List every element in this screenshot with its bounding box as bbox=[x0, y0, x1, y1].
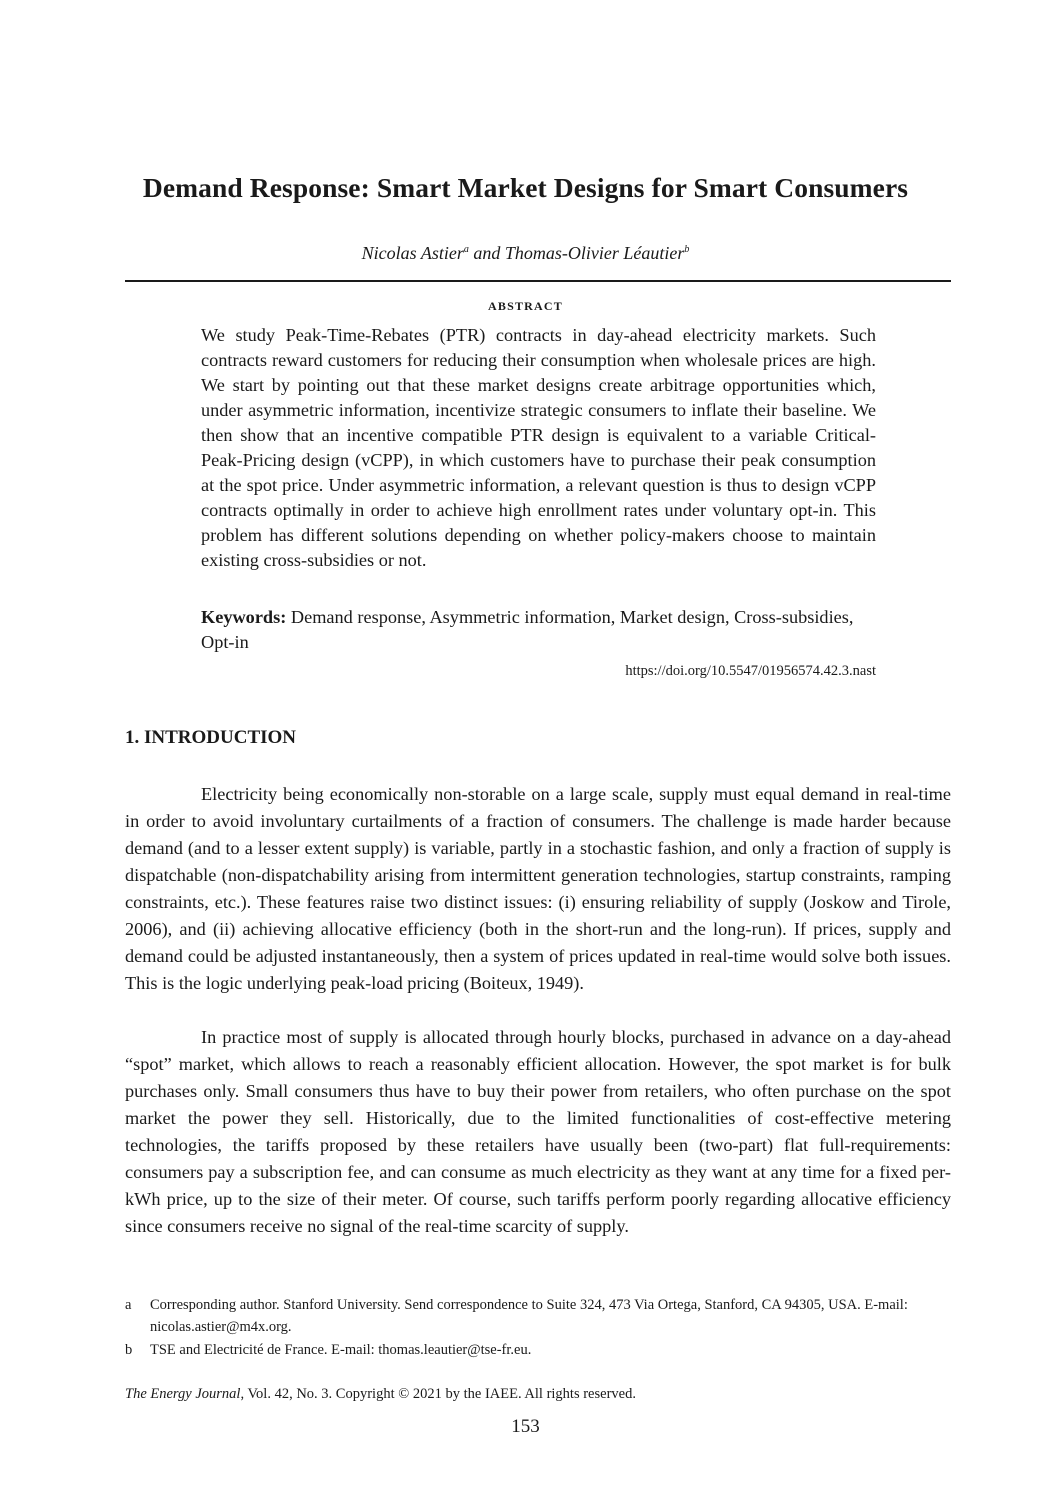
paragraph-text: In practice most of supply is allocated through hourly blocks, purchased in advance on a day-ahead “spot” market, which allows to reach a reasonably efficient allocation. However, the spot market is for bulk purchases only. Small consumers thus have to buy their power from retailers, who often purchase on the spot market the power they sell. Historically, due to the limited functionalities of cost-effective metering technologies, the tariffs proposed by these retailers have usually been (two-part) flat full-requirements: consumers pay a subscription fee, and can consume as much electricity as they want at any time for a fixed per-kWh price, up to the size of their meter. Of course, such tariffs perform poorly regarding allocative efficiency since consumers receive no signal of the real-time scarcity of supply. bbox=[125, 1027, 951, 1236]
body-paragraph bbox=[125, 781, 951, 997]
footnote-mark: a bbox=[125, 1297, 132, 1313]
paragraph-text: Electricity being economically non-storable on a large scale, supply must equal demand in real-time in order to avoid involuntary curtailments of a fraction of consumers. The challenge is made harder because demand (and to a lesser extent supply) is variable, partly in a stochastic fashion, and only a fraction of supply is dispatchable (non-dispatchability arising from intermittent generation technologies, startup constraints, ramping constraints, etc.). These features raise two distinct issues: (i) ensuring reliability of supply (Joskow and Tirole, 2006), and (ii) achieving allocative efficiency (both in the short-run and the long-run). If prices, supply and demand could be adjusted instantaneously, then a system of prices updated in real-time would solve both issues. This is the logic underlying peak-load pricing (Boiteux, 1949). bbox=[125, 784, 951, 993]
keywords-label: Keywords: bbox=[201, 607, 287, 627]
author-line bbox=[0, 243, 1051, 264]
doi-link[interactable]: https://doi.org/10.5547/01956574.42.3.nast bbox=[625, 663, 876, 679]
affiliation-mark: b bbox=[684, 244, 690, 255]
author-conjunction: and bbox=[468, 243, 505, 263]
keywords bbox=[201, 605, 876, 655]
footnote-text: TSE and Electricité de France. E-mail: thomas.leautier@tse-fr.eu. bbox=[150, 1342, 532, 1358]
abstract-text: We study Peak-Time-Rebates (PTR) contracts in day-ahead electricity markets. Such contracts reward customers for reducing their consumption when wholesale prices are high. We start by pointing out that these market designs create arbitrage opportunities which, under asymmetric information, incentivize strategic consumers to inflate their baseline. We then show that an incentive compatible PTR design is equivalent to a variable Critical-Peak-Pricing design (vCPP), in which customers have to purchase their peak consumption at the spot price. Under asymmetric information, a relevant question is thus to design vCPP contracts optimally in order to achieve high enrollment rates under voluntary opt-in. This problem has different solutions depending on whether policy-makers choose to maintain existing cross-subsidies or not. bbox=[201, 325, 876, 570]
affiliation-mark: a bbox=[463, 244, 469, 255]
journal-citation bbox=[125, 1386, 636, 1403]
paper-title: Demand Response: Smart Market Designs for Smart Consumers bbox=[142, 172, 909, 203]
page-number: 153 bbox=[511, 1416, 540, 1437]
body-paragraph bbox=[125, 1024, 951, 1240]
author-name: Thomas-Olivier Léautier bbox=[504, 243, 685, 263]
keywords-list: Demand response, Asymmetric information, Market design, Cross-subsidies, Opt-in bbox=[201, 607, 854, 652]
abstract-heading: ABSTRACT bbox=[488, 299, 563, 313]
section-heading: 1. INTRODUCTION bbox=[125, 727, 297, 748]
author-name: Nicolas Astier bbox=[361, 243, 464, 263]
footnote-mark: b bbox=[125, 1342, 133, 1358]
journal-details: , Vol. 42, No. 3. Copyright © 2021 by the IAEE. All rights reserved. bbox=[240, 1386, 636, 1402]
journal-name: The Energy Journal bbox=[125, 1386, 241, 1402]
footnote bbox=[125, 1294, 951, 1338]
footnote-text: Corresponding author. Stanford University. Send correspondence to Suite 324, 473 Via Ortega, Stanford, CA 94305, USA. E-mail: nicolas.astier@m4x.org. bbox=[150, 1297, 908, 1335]
header-rule bbox=[125, 280, 951, 282]
footnotes bbox=[125, 1294, 951, 1362]
footnote bbox=[125, 1339, 951, 1361]
